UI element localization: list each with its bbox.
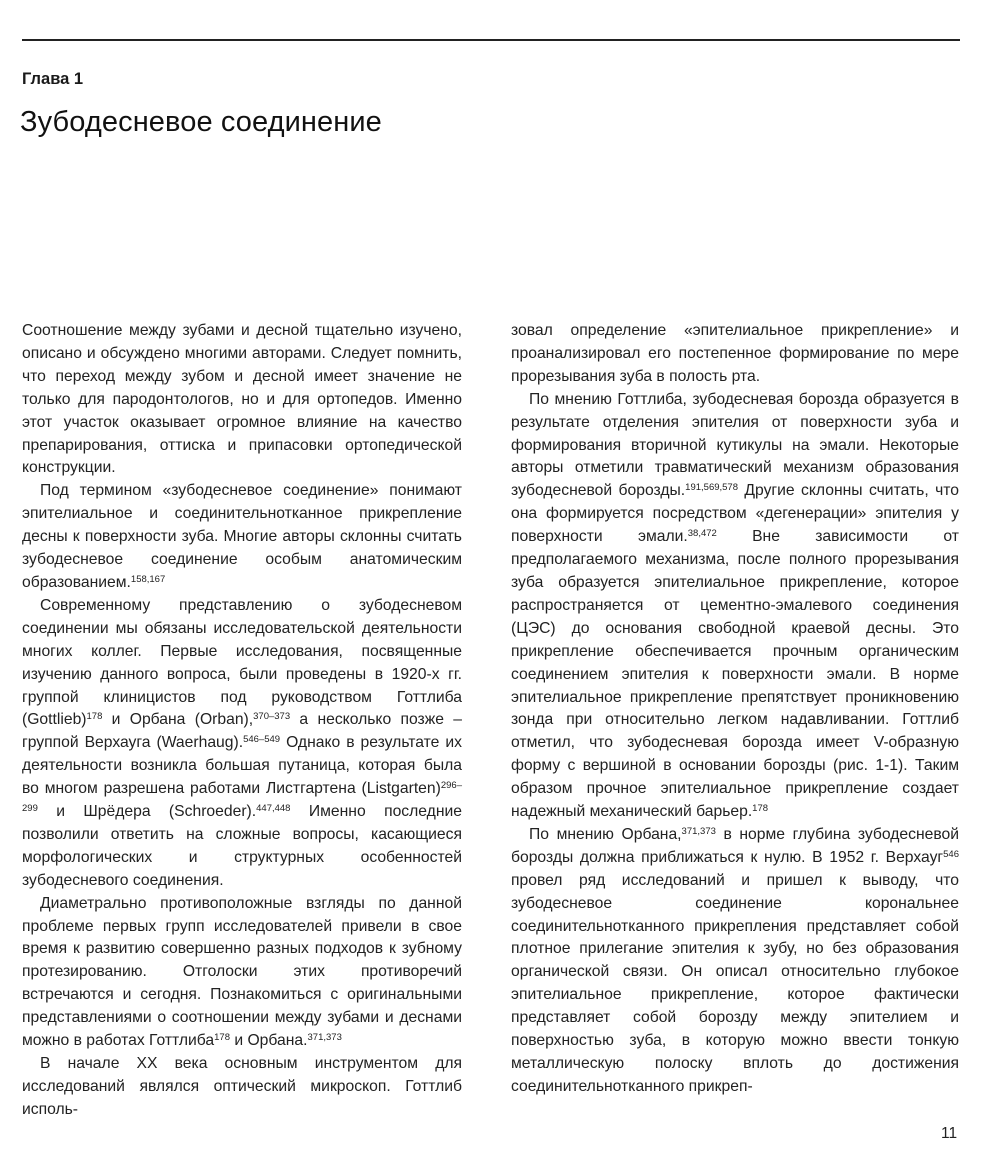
paragraph: зовал определение «эпителиальное прикрепление» и проанализировал его постепенное формирование по мере прорезывания зуба в полость рта. bbox=[511, 322, 959, 385]
paragraph-text: Под термином «зубодесневое соединение» понимают эпителиальное и соединительнотканное прикрепление десны к поверхности зуба. Многие авторы склонны считать зубодесневое соединение особым анатомическим образованием. bbox=[22, 482, 462, 591]
citation: 178 bbox=[214, 1032, 230, 1044]
paragraph bbox=[511, 389, 959, 824]
paragraph: Соотношение между зубами и десной тщательно изучено, описано и обсуждено многими авторами. Следует помнить, что переход между зубом и десной имеет значение не только для пародонтологов, но и для ортопедов. Именно этот участок оказывает огромное влияние на качество препарирования, оттиска и припасовки ортопедической конструкции. bbox=[22, 322, 462, 477]
citation: 296–299 bbox=[22, 780, 462, 815]
paragraph: В начале XX века основным инструментом для исследований являлся оптический микроскоп. Готтлиб исполь- bbox=[22, 1055, 462, 1118]
paragraph-text: Другие склонны считать, что она формируется посредством «дегенерации» эпителия у поверхности эмали. bbox=[511, 482, 959, 546]
chapter-title: Зубодесневое соединение bbox=[20, 106, 382, 138]
paragraph-text: Современному представлению о зубодесневом соединении мы обязаны исследовательской деятельности многих коллег. Первые исследования, посвященные изучению данного вопроса, были проведены в 1920-х гг. группой клиницистов под руководством Готтлиба (Gottlieb) bbox=[22, 596, 462, 729]
paragraph bbox=[22, 480, 462, 595]
citation: 371,373 bbox=[681, 825, 716, 837]
paragraph-text: и Шрёдера (Schroeder). bbox=[37, 803, 257, 821]
paragraph-text: а несколько позже – группой Верхауга (Waerhaug). bbox=[22, 711, 462, 752]
paragraph bbox=[22, 595, 462, 893]
citation: 178 bbox=[752, 803, 769, 815]
citation: 38,472 bbox=[687, 528, 717, 540]
paragraph-text: и Орбана. bbox=[230, 1032, 308, 1050]
paragraph-text: Вне зависимости от предполагаемого механизма, после полного прорезывания зуба образуется эпителиальное прикрепление, которое распространяется от цементно-эмалевого соединения (ЦЭС) до основания свободной краевой десны. Это прикрепление обеспечивается прочным органическим соединением эпителия к поверхности эмали. В норме эпителиальное прикрепление препятствует проникновению зонда при относительно легком надавливании. Готтлиб отметил, что зубодесневая борозда имеет V-образную форму с вершиной в основании борозды (рис. 1-1). Таким образом прочное эпителиальное прикрепление создает надежный механический барьер. bbox=[511, 528, 959, 821]
right-column bbox=[511, 320, 959, 1099]
paragraph bbox=[22, 893, 462, 1053]
citation: 546–549 bbox=[243, 734, 281, 746]
paragraph bbox=[511, 824, 959, 1099]
chapter-label: Глава 1 bbox=[22, 70, 84, 88]
paragraph-text: По мнению Орбана, bbox=[529, 825, 682, 843]
paragraph-text: провел ряд исследований и пришел к выводу, что зубодесневое соединение корональнее соединительнотканного прикрепления представляет собой плотное прилегание эпителия к зубу, но без образования органической связи. Он описал относительно глубокое эпителиальное прикрепление, которое фактически представляет собой борозду между эпителием и поверхностью зуба, в которую можно ввести тонкую металлическую полоску вплоть до достижения соединительнотканного прикреп- bbox=[511, 871, 959, 1095]
citation: 371,373 bbox=[307, 1032, 342, 1044]
paragraph-text: Именно последние позволили ответить на сложные вопросы, касающиеся морфологических и структурных особенностей зубодесневого соединения. bbox=[22, 803, 462, 889]
citation: 447,448 bbox=[256, 803, 291, 815]
top-rule bbox=[22, 39, 960, 41]
paragraph-text: в норме глубина зубодесневой борозды должна приближаться к нулю. В 1952 г. Верхауг bbox=[511, 825, 959, 866]
citation: 178 bbox=[86, 711, 103, 723]
page-number: 11 bbox=[941, 1125, 958, 1142]
citation: 191,569,578 bbox=[685, 482, 739, 494]
citation: 546 bbox=[943, 848, 959, 860]
left-column bbox=[22, 320, 462, 1122]
paragraph-text: и Орбана (Orban), bbox=[102, 711, 254, 729]
citation: 158,167 bbox=[130, 573, 166, 585]
paragraph-text: Однако в результате их деятельности возникла большая путаница, которая была во многом разрешена работами Листгартена (Listgarten) bbox=[22, 734, 462, 798]
paragraph-text: Диаметрально противоположные взгляды по данной проблеме первых групп исследователей привели в свое время к развитию совершенно разных подходов к зубному протезированию. Отголоски этих противоречий встречаются и сегодня. Познакомиться с оригинальными представлениями о соотношении между зубами и деснами можно в работах Готтлиба bbox=[22, 894, 462, 1050]
paragraph-text: По мнению Готтлиба, зубодесневая борозда образуется в результате отделения эпителия от поверхности зуба и формирования вторичной кутикулы на эмали. Некоторые авторы отметили травматический механизм образования зубодесневой борозды. bbox=[511, 390, 959, 500]
citation: 370–373 bbox=[253, 711, 291, 723]
